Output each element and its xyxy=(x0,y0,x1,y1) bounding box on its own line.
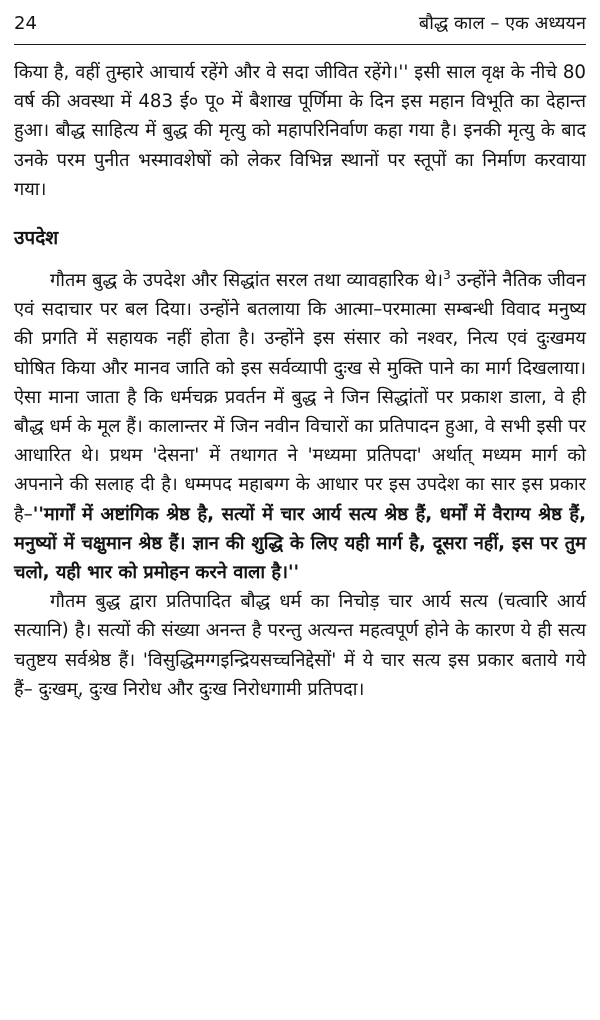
paragraph xyxy=(14,266,586,587)
section-heading: उपदेश xyxy=(14,227,59,250)
header-rule xyxy=(14,44,586,45)
quotation-bold: ''मार्गों में अष्टांगिक श्रेष्ठ है, सत्यों में चार आर्य सत्य श्रेष्ठ हैं, धर्मों में वैराग्य श्रेष्ठ हैं, मनुष्यों में चक्षुमान श्रेष्ठ हैं। ज्ञान की शुद्धि के लिए यही मार्ग है, दूसरा नहीं, इस पर तुम चलो, यही भार को प्रमोहन करने वाला है।'' xyxy=(14,503,586,584)
running-title: बौद्ध काल – एक अध्ययन xyxy=(418,13,586,34)
running-header xyxy=(14,8,586,38)
paragraph-text: उन्होंने नैतिक जीवन एवं सदाचार पर बल दिया। उन्होंने बतलाया कि आत्मा–परमात्मा सम्बन्धी विवाद मनुष्य की प्रगति में सहायक नहीं होता है। उन्होंने इस संसार को नश्वर, नित्य एवं दुःखमय घोषित किया और मानव जाति को इस सर्वव्यापी दुःख से मुक्ति पाने का मार्ग दिखलाया। ऐसा माना जाता है कि धर्मचक्र प्रवर्तन में बुद्ध ने जिन सिद्धांतों पर प्रकाश डाला, वे ही बौद्ध धर्म के मूल हैं। कालान्तर में जिन नवीन विचारों का प्रतिपादन हुआ, वे सभी इसी पर आधारित थे। प्रथम 'देसना' में तथागत ने 'मध्यमा प्रतिपदा' अर्थात् मध्यम मार्ग को अपनाने की सलाह दी है। धम्मपद महाबग्ग के आधार पर इस उपदेश का सार इस प्रकार है– xyxy=(14,270,587,525)
body-text xyxy=(14,58,586,704)
footnote-ref: 3 xyxy=(443,267,451,282)
paragraph: गौतम बुद्ध द्वारा प्रतिपादित बौद्ध धर्म का निचोड़ चार आर्य सत्य (चत्वारि आर्य सत्यानि) है। सत्यों की संख्या अनन्त है परन्तु अत्यन्त महत्वपूर्ण होने के कारण ये ही सत्य चतुष्टय सर्वश्रेष्ठ हैं। 'विसुद्धिमग्गइन्द्रियसच्चनिद्देसों' में ये चार सत्य इस प्रकार बताये गये हैं– दुःखम्, दुःख निरोध और दुःख निरोधगामी प्रतिपदा। xyxy=(14,591,586,700)
page-number: 24 xyxy=(14,12,37,34)
paragraph: किया है, वहीं तुम्हारे आचार्य रहेंगे और वे सदा जीवित रहेंगे।'' इसी साल वृक्ष के नीचे 80 वर्ष की अवस्था में 483 ई० पू० में बैशाख पूर्णिमा के दिन इस महान विभूति का देहान्त हुआ। बौद्ध साहित्य में बुद्ध की मृत्यु को महापरिनिर्वाण कहा गया है। इनकी मृत्यु के बाद उनके परम पुनीत भस्मावशेषों को लेकर विभिन्न स्थानों पर स्तूपों का निर्माण करवाया गया। xyxy=(14,62,586,200)
paragraph-text: गौतम बुद्ध के उपदेश और सिद्धांत सरल तथा व्यावहारिक थे। xyxy=(50,270,444,292)
